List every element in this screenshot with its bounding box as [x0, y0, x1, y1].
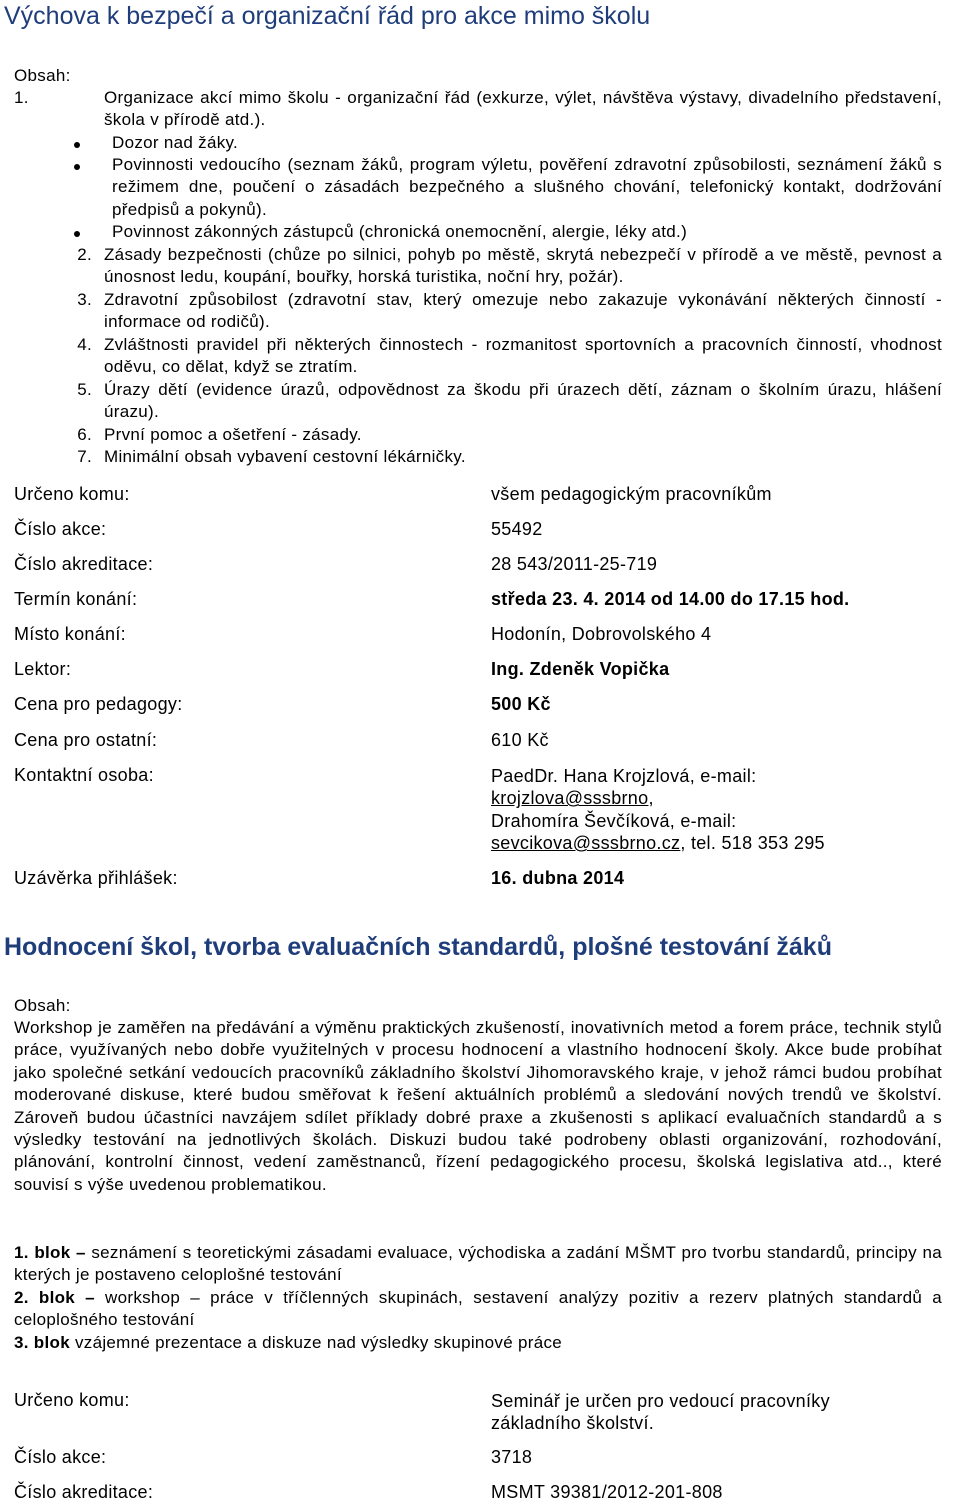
- label-cena-ostatni: Cena pro ostatní:: [14, 730, 158, 750]
- bullet-icon: [74, 164, 80, 170]
- block-text: workshop – práce v tříčlenných skupinách, sestavení analýzy pozitiv a rezerv platných standardů a celoplošného testování: [14, 1288, 943, 1330]
- email-link-sevcikova[interactable]: sevcikova@sssbrno.cz: [491, 833, 681, 854]
- block-item: [14, 1332, 942, 1354]
- value-akreditace: 28 543/2011-25-719: [491, 554, 658, 574]
- list-item: [14, 334, 942, 379]
- item-number: 3.: [77, 290, 92, 309]
- kontakt-comma: ,: [648, 788, 654, 809]
- label-uzaverka: Uzávěrka přihlášek:: [14, 868, 178, 888]
- bullet-item: Dozor nad žáky.: [112, 133, 239, 152]
- list-item: [14, 379, 942, 424]
- block-dash: –: [70, 1243, 92, 1262]
- kontakt-line-3: Drahomíra Ševčíková, e-mail:: [491, 810, 737, 831]
- block-text: vzájemné prezentace a diskuze nad výsledky skupinové práce: [74, 1333, 563, 1352]
- block-item: [14, 1287, 942, 1332]
- item-text: Organizace akcí mimo školu - organizační řád (exkurze, výlet, návštěva výstavy, divadelního představení, škola v přírodě atd.).: [104, 88, 942, 130]
- block-label: 2. blok: [14, 1288, 76, 1307]
- course2-title: Hodnocení škol, tvorba evaluačních standardů, plošné testování žáků: [4, 933, 832, 961]
- value-kontakt: [491, 765, 825, 855]
- label-urceno-2: Určeno komu:: [14, 1390, 130, 1410]
- value-termin: středa 23. 4. 2014 od 14.00 do 17.15 hod.: [491, 589, 850, 609]
- bullet-icon: [74, 142, 80, 148]
- bullet-item: Povinnost zákonných zástupců (chronická onemocnění, alergie, léky atd.): [112, 222, 688, 241]
- value-cena-pedagogy: 500 Kč: [491, 694, 551, 714]
- course1-obsah-label: Obsah:: [14, 66, 71, 85]
- email-link-krojzlova[interactable]: krojzlova@sssbrno: [491, 788, 649, 809]
- block-item: [14, 1242, 942, 1287]
- value-cislo-akce: 55492: [491, 519, 543, 539]
- item-number: 1.: [14, 88, 29, 107]
- label-cislo-akce-2: Číslo akce:: [14, 1447, 107, 1467]
- item-number: 2.: [77, 245, 92, 264]
- item-number: 6.: [77, 425, 92, 444]
- block-dash: –: [75, 1288, 106, 1307]
- value-misto: Hodonín, Dobrovolského 4: [491, 624, 712, 644]
- block-text: seznámení s teoretickými zásadami evaluace, východiska a zadání MŠMT pro tvorbu standardů, principy na kterých je postaveno celoplošné testování: [14, 1243, 943, 1285]
- item-text: Zdravotní způsobilost (zdravotní stav, který omezuje nebo zakazuje vykonávání některých činností - informace od rodičů).: [104, 290, 942, 332]
- value-lektor: Ing. Zdeněk Vopička: [491, 659, 670, 679]
- label-cislo-akce: Číslo akce:: [14, 519, 107, 539]
- bullet-icon: [74, 231, 80, 237]
- value-cena-ostatni: 610 Kč: [491, 730, 549, 750]
- list-item: [14, 87, 942, 132]
- label-akreditace: Číslo akreditace:: [14, 554, 154, 574]
- label-kontakt: Kontaktní osoba:: [14, 765, 154, 785]
- kontakt-tel: , tel. 518 353 295: [680, 833, 825, 854]
- label-termin: Termín konání:: [14, 589, 138, 609]
- value-urceno-2: Seminář je určen pro vedoucí pracovníky základního školství.: [491, 1391, 830, 1434]
- value-urceno: všem pedagogickým pracovníkům: [491, 484, 772, 504]
- kontakt-line-1: PaedDr. Hana Krojzlová, e-mail:: [491, 766, 757, 786]
- value-cislo-akce-2: 3718: [491, 1447, 533, 1467]
- item-number: 5.: [77, 380, 92, 399]
- course2-paragraph: Workshop je zaměřen na předávání a výměnu praktických zkušeností, inovativních metod a forem práce, technik stylů práce, využívaných nebo dobře využitelných v procesu hodnocení a vlastního hodnocení školy. Akce bude probíhat jako společné setkání vedoucích pracovníků základního školství Jihomoravského kraje, v jehož rámci budou probíhat moderované diskuse, které budou směřovat k řešení aktuálních problémů a sledování nových trendů ve školství. Zároveň budou účastníci navzájem sdílet příklady dobré praxe a zkušenosti s aplikací evaluačních standardů a s výsledky testování na jednotlivých školách. Diskuzi budou také podrobeny oblasti organizování, rozhodování, plánování, kontrolní činnost, vedení zaměstnanců, řízení pedagogického procesu, školská legislativa atd.., které souvisí s výše uvedenou problematikou.: [14, 1018, 942, 1194]
- label-urceno: Určeno komu:: [14, 484, 130, 504]
- label-cena-pedagogy: Cena pro pedagogy:: [14, 694, 183, 714]
- value-akreditace-2: MSMT 39381/2012-201-808: [491, 1482, 723, 1502]
- item-number: 7.: [77, 447, 92, 466]
- label-misto: Místo konání:: [14, 624, 126, 644]
- block-label: 3. blok: [14, 1333, 70, 1352]
- value-uzaverka: 16. dubna 2014: [491, 868, 625, 888]
- list-item: [14, 446, 942, 468]
- course1-title: Výchova k bezpečí a organizační řád pro akce mimo školu: [4, 2, 651, 30]
- item-text: Zásady bezpečnosti (chůze po silnici, pohyb po městě, skrytá nebezpečí v přírodě a ve městě, pevnost a únosnost ledu, koupání, bouřky, horská turistika, noční hry, požár).: [104, 245, 942, 287]
- item-text: Zvláštnosti pravidel při některých činnostech - rozmanitost sportovních a pracovních činností, vhodnost oděvu, co dělat, když se ztratím.: [104, 335, 942, 377]
- list-item: [14, 289, 942, 334]
- label-lektor: Lektor:: [14, 659, 72, 679]
- block-label: 1. blok: [14, 1243, 71, 1262]
- item-text: Úrazy dětí (evidence úrazů, odpovědnost za škodu při úrazech dětí, záznam o školním úrazu, hlášení úrazu).: [104, 380, 942, 422]
- list-item: [14, 424, 942, 446]
- bullet-item: Povinnosti vedoucího (seznam žáků, program výletu, pověření zdravotní způsobilosti, seznámení žáků s režimem dne, poučení o zásadách bezpečného a slušného chování, telefonický kontakt, dodržování předpisů a pokynů).: [112, 155, 942, 219]
- kontakt-line-2: [491, 787, 825, 809]
- list-item: [14, 244, 942, 289]
- kontakt-line-4: [491, 832, 825, 854]
- course2-obsah-label: Obsah:: [14, 996, 71, 1015]
- item-text: První pomoc a ošetření - zásady.: [104, 425, 362, 444]
- item-text: Minimální obsah vybavení cestovní lékárničky.: [104, 447, 466, 466]
- item-number: 4.: [77, 335, 92, 354]
- label-akreditace-2: Číslo akreditace:: [14, 1482, 154, 1502]
